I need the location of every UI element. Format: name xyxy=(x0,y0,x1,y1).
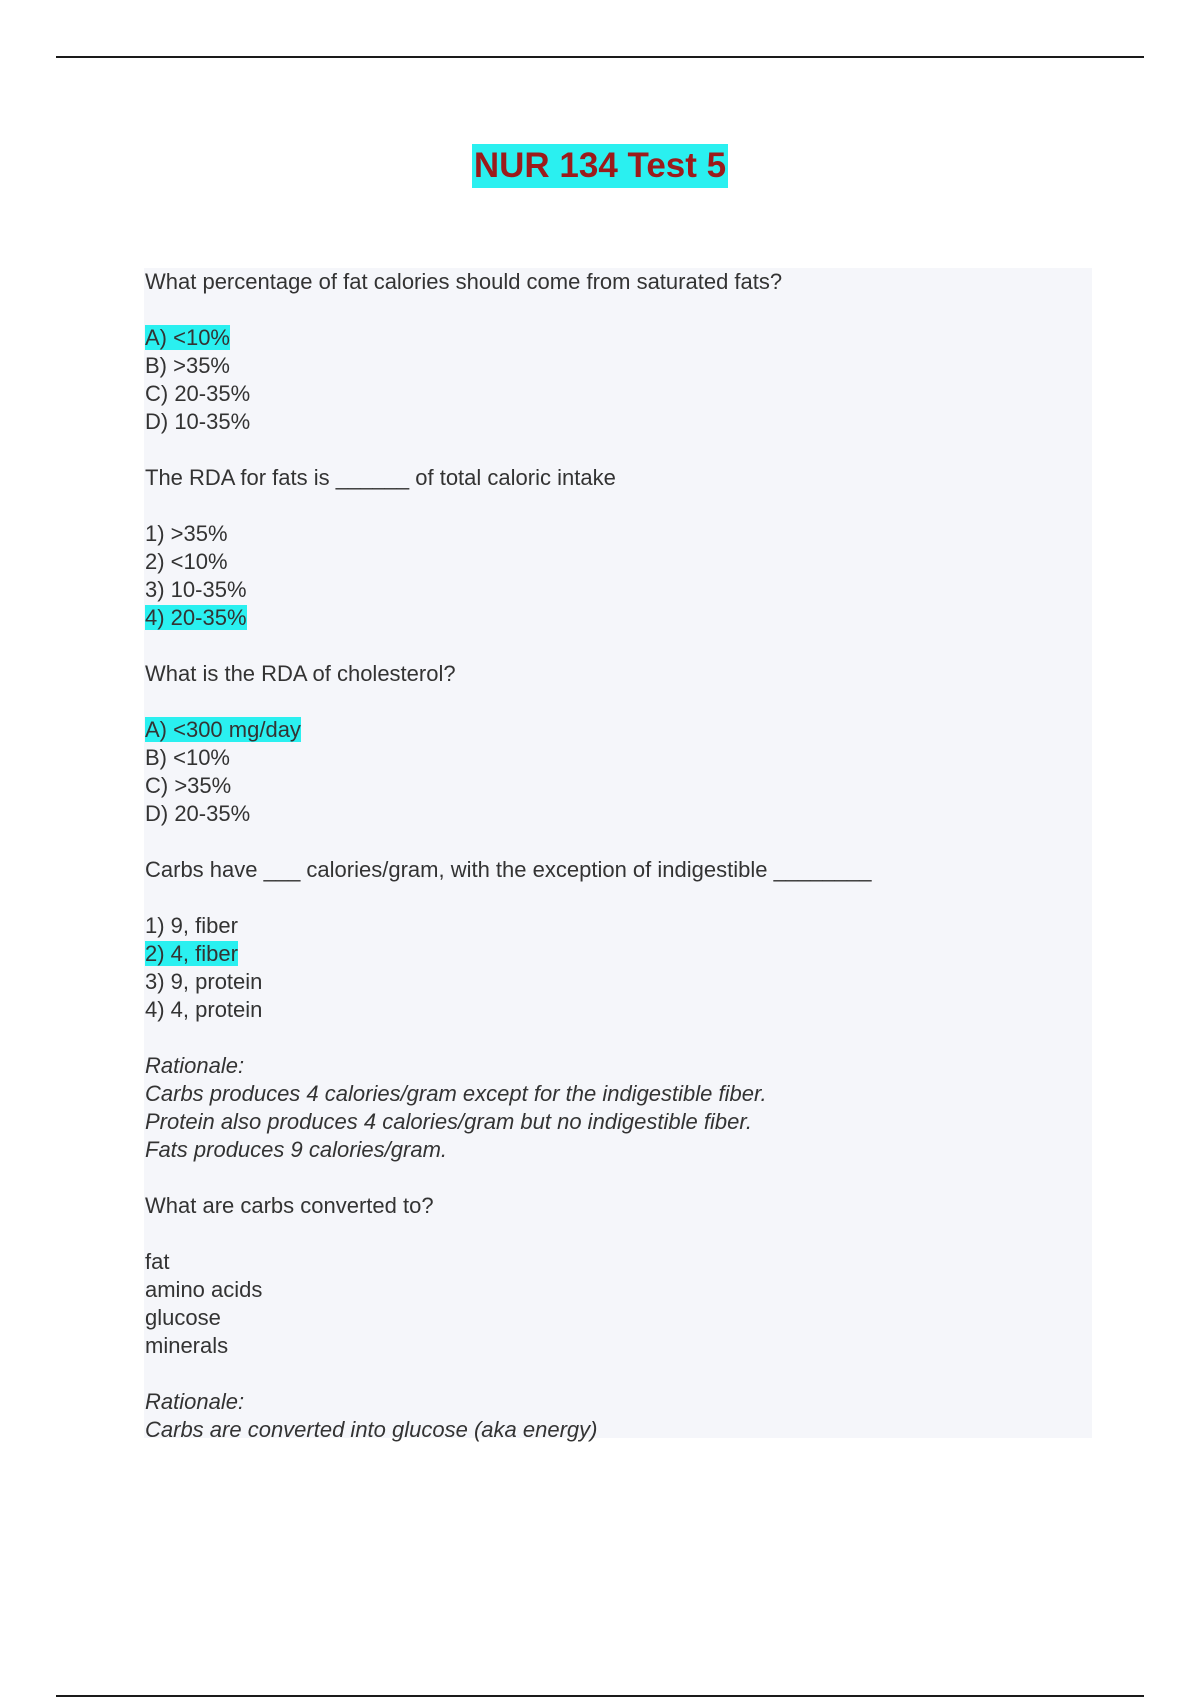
spacer xyxy=(145,1360,1092,1388)
q4-option-2-highlight: 2) 4, fiber xyxy=(145,941,238,966)
q5-rationale-line-1: Carbs are converted into glucose (aka energy) xyxy=(145,1417,598,1442)
question-4: Carbs have ___ calories/gram, with the exception of indigestible ________ xyxy=(145,857,872,882)
spacer xyxy=(145,884,1092,912)
q5-option-3: glucose xyxy=(145,1305,221,1330)
q3-option-b: B) <10% xyxy=(145,745,230,770)
q4-option-4: 4) 4, protein xyxy=(145,997,263,1022)
spacer xyxy=(145,828,1092,856)
q2-option-2: 2) <10% xyxy=(145,549,228,574)
q4-rationale-line-2: Protein also produces 4 calories/gram but no indigestible fiber. xyxy=(145,1109,752,1134)
q2-option-4 xyxy=(145,604,1092,632)
q2-option-3: 3) 10-35% xyxy=(145,577,247,602)
q1-option-a-highlight: A) <10% xyxy=(145,325,230,350)
q5-rationale-label: Rationale: xyxy=(145,1389,245,1414)
spacer xyxy=(145,632,1092,660)
q1-option-c: C) 20-35% xyxy=(145,381,251,406)
spacer xyxy=(145,296,1092,324)
q4-rationale-label: Rationale: xyxy=(145,1053,245,1078)
q5-option-4: minerals xyxy=(145,1333,229,1358)
q4-rationale-line-1: Carbs produces 4 calories/gram except for the indigestible fiber. xyxy=(145,1081,767,1106)
q5-option-2: amino acids xyxy=(145,1277,263,1302)
top-rule xyxy=(56,56,1144,58)
spacer xyxy=(145,1024,1092,1052)
question-3: What is the RDA of cholesterol? xyxy=(145,661,456,686)
question-1: What percentage of fat calories should come from saturated fats? xyxy=(145,269,783,294)
spacer xyxy=(145,1164,1092,1192)
question-2: The RDA for fats is ______ of total caloric intake xyxy=(145,465,616,490)
q4-option-3: 3) 9, protein xyxy=(145,969,263,994)
bottom-rule xyxy=(56,1695,1144,1697)
spacer xyxy=(145,1220,1092,1248)
page-title: NUR 134 Test 5 xyxy=(472,144,728,188)
q1-option-a xyxy=(145,324,1092,352)
q3-option-a xyxy=(145,716,1092,744)
q2-option-4-highlight: 4) 20-35% xyxy=(145,605,247,630)
q3-option-a-highlight: A) <300 mg/day xyxy=(145,717,301,742)
title-wrap xyxy=(0,144,1200,188)
q4-option-2 xyxy=(145,940,1092,968)
spacer xyxy=(145,688,1092,716)
quiz-content xyxy=(144,268,1092,1442)
q1-option-d: D) 10-35% xyxy=(145,409,251,434)
question-5: What are carbs converted to? xyxy=(145,1193,434,1218)
q5-option-1: fat xyxy=(145,1249,170,1274)
spacer xyxy=(145,436,1092,464)
q4-option-1: 1) 9, fiber xyxy=(145,913,238,938)
q2-option-1: 1) >35% xyxy=(145,521,228,546)
q4-rationale-line-3: Fats produces 9 calories/gram. xyxy=(145,1137,448,1162)
spacer xyxy=(145,492,1092,520)
q1-option-b: B) >35% xyxy=(145,353,230,378)
q3-option-c: C) >35% xyxy=(145,773,232,798)
q3-option-d: D) 20-35% xyxy=(145,801,251,826)
